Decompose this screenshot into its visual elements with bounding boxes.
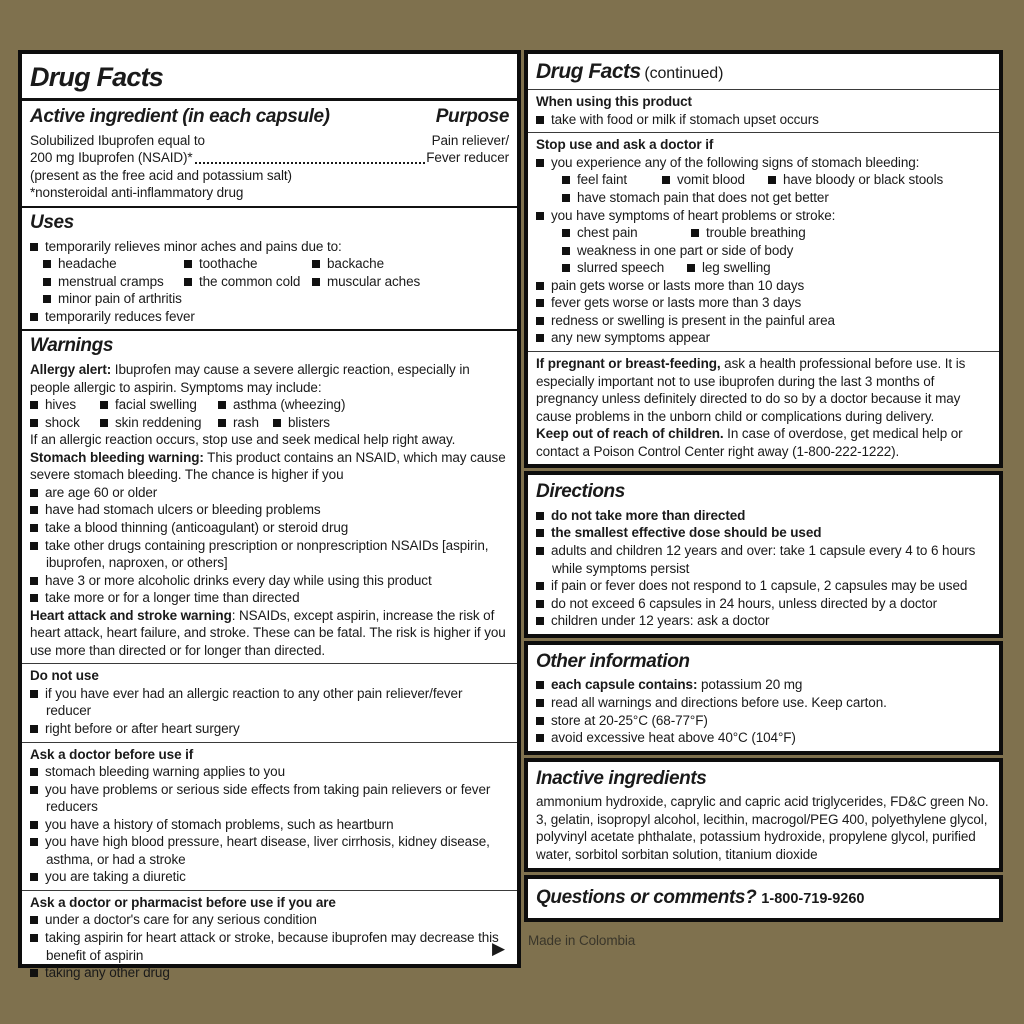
divider (22, 890, 517, 891)
divider (22, 329, 517, 331)
uses-row-3 (43, 290, 509, 308)
bullet-item: taking aspirin for heart attack or stroke, because ibuprofen may decrease this benefit of aspirin (30, 929, 509, 964)
heart-symptoms-row-1 (562, 224, 991, 242)
bullet-item: leg swelling (687, 259, 771, 277)
bullet-item: headache (43, 255, 184, 273)
divider (22, 98, 517, 101)
bullet-item: rash (218, 414, 273, 432)
other-information-panel (524, 641, 1003, 755)
directions-list (536, 542, 991, 630)
bullet-item: skin reddening (100, 414, 218, 432)
directions-panel (524, 471, 1003, 638)
bullet-item: slurred speech (562, 259, 687, 277)
pregnant-lead: If pregnant or breast-feeding, (536, 355, 721, 371)
active-ingredient-heading: Active ingredient (in each capsule) (30, 106, 330, 128)
heart-warning-lead: Heart attack and stroke warning (30, 607, 232, 623)
bullet-item: minor pain of arthritis (43, 290, 182, 308)
warnings-heading: Warnings (30, 335, 114, 357)
do-not-use-heading: Do not use (30, 668, 99, 684)
bullet-item: any new symptoms appear (536, 329, 991, 347)
bullet-item: do not take more than directed (536, 507, 991, 525)
uses-heading: Uses (30, 211, 74, 233)
heart-symptoms-row-2 (562, 259, 991, 277)
directions-heading: Directions (536, 481, 625, 503)
heart-symptoms-bullet: weakness in one part or side of body (562, 242, 991, 260)
heart-warning-paragraph (30, 607, 509, 660)
active-line-2: 200 mg Ibuprofen (NSAID)* (30, 150, 193, 166)
purpose-line-1: Pain reliever/ (431, 132, 509, 148)
bullet-item: blisters (273, 414, 330, 432)
uses-last: temporarily reduces fever (30, 308, 509, 326)
other-information-heading: Other information (536, 650, 690, 672)
bullet-item: taking any other drug (30, 964, 509, 982)
inactive-ingredients-panel (524, 758, 1003, 872)
drug-facts-column-right (524, 50, 1003, 950)
drug-facts-continued-title: Drug Facts (536, 60, 641, 83)
bullet-item: do not exceed 6 capsules in 24 hours, unless directed by a doctor (536, 595, 991, 613)
bullet-item: shock (30, 414, 100, 432)
capsule-contains-lead: each capsule contains: (551, 677, 698, 693)
bullet-item: take a blood thinning (anticoagulant) or steroid drug (30, 519, 509, 537)
bullet-item: under a doctor's care for any serious condition (30, 911, 509, 929)
made-in-label: Made in Colombia (528, 933, 636, 949)
when-using-bullet: take with food or milk if stomach upset occurs (536, 111, 991, 129)
bullet-item: vomit blood (662, 171, 768, 189)
bullet-item: asthma (wheezing) (218, 396, 345, 414)
bullet-item: menstrual cramps (43, 273, 184, 291)
bullet-item: fever gets worse or lasts more than 3 days (536, 294, 991, 312)
bullet-item: backache (312, 255, 384, 273)
ask-doctor-heading: Ask a doctor before use if (30, 746, 194, 762)
bullet-item: redness or swelling is present in the painful area (536, 312, 991, 330)
allergy-alert-lead: Allergy alert: (30, 362, 112, 378)
heart-warning-text: : NSAIDs, except aspirin, increase the risk of heart attack, heart failure, and stroke. These can be fatal. The risk is higher if you use more than directed or for longer than directed. (30, 607, 506, 658)
drug-facts-title: Drug Facts (30, 62, 164, 92)
ask-pharmacist-list (30, 911, 509, 981)
bullet-item: have 3 or more alcoholic drinks every day while using this product (30, 572, 509, 590)
directions-bold-list (536, 507, 991, 542)
bullet-item: take more or for a longer time than directed (30, 589, 509, 607)
stomach-warning-text: This product contains an NSAID, which may cause severe stomach bleeding. The chance is higher if you (30, 449, 506, 483)
allergy-end-text: If an allergic reaction occurs, stop use and seek medical help right away. (30, 432, 456, 448)
allergy-alert-text: Ibuprofen may cause a severe allergic reaction, especially in people allergic to aspirin. Symptoms may include: (30, 362, 470, 395)
stop-use-bullet-1: you experience any of the following signs of stomach bleeding: (536, 154, 991, 172)
divider (22, 663, 517, 664)
stop-use-bullet-2: you have symptoms of heart problems or stroke: (536, 207, 991, 225)
divider (528, 132, 999, 133)
bullet-item: hives (30, 396, 100, 414)
continued-suffix: (continued) (644, 65, 724, 82)
active-line-3: (present as the free acid and potassium salt) (30, 167, 292, 183)
uses-row-2 (43, 273, 509, 291)
bullet-item: the smallest effective dose should be used (536, 524, 991, 542)
bullet-item: stomach bleeding warning applies to you (30, 763, 509, 781)
allergy-alert-paragraph (30, 361, 509, 396)
bullet-item: muscular aches (312, 273, 420, 291)
active-row-1 (30, 132, 509, 150)
capsule-contains-text: potassium 20 mg (697, 677, 803, 693)
ask-pharmacist-heading: Ask a doctor or pharmacist before use if you are (30, 894, 336, 910)
bullet-item: if you have ever had an allergic reaction to any other pain reliever/fever reducer (30, 685, 509, 720)
divider (22, 206, 517, 208)
bullet-item: adults and children 12 years and over: take 1 capsule every 4 to 6 hours while symptoms persist (536, 542, 991, 577)
bullet-item: the common cold (184, 273, 312, 291)
active-line-4: *nonsteroidal anti-inflammatory drug (30, 185, 244, 201)
bullet-item: right before or after heart surgery (30, 720, 509, 738)
bullet-item: you have problems or serious side effects from taking pain relievers or fever reducers (30, 781, 509, 816)
bullet-item: pain gets worse or lasts more than 10 days (536, 277, 991, 295)
keep-out-lead: Keep out of reach of children. (536, 426, 724, 442)
bullet-item: have had stomach ulcers or bleeding problems (30, 501, 509, 519)
bullet-item: you are taking a diuretic (30, 868, 509, 886)
bullet-item: if pain or fever does not respond to 1 capsule, 2 capsules may be used (536, 577, 991, 595)
stomach-bullet-list (30, 484, 509, 607)
bullet-item: store at 20-25°C (68-77°F) (536, 712, 991, 730)
bleeding-signs-row (562, 171, 991, 189)
when-using-heading: When using this product (536, 94, 692, 110)
symptoms-row-2 (30, 414, 509, 432)
uses-intro: temporarily relieves minor aches and pains due to: (30, 238, 509, 256)
continued-title-row (536, 58, 991, 85)
other-information-list (536, 694, 991, 747)
bullet-item: are age 60 or older (30, 484, 509, 502)
stomach-warning-paragraph (30, 449, 509, 484)
do-not-use-list (30, 685, 509, 738)
purpose-line-2: Fever reducer (426, 150, 509, 166)
pregnant-text: ask a health professional before use. It is especially important not to use ibuprofen during the last 3 months of pregnancy unless definitely directed to do so by a doctor because it may cause problems in the unborn child or complications during delivery. (536, 355, 966, 424)
drug-facts-continued-panel (524, 50, 1003, 468)
ask-doctor-list (30, 763, 509, 886)
active-row-2 (30, 149, 509, 167)
bullet-item: children under 12 years: ask a doctor (536, 612, 991, 630)
continue-arrow-icon: ▶ (492, 939, 505, 958)
bullet-item: avoid excessive heat above 40°C (104°F) (536, 729, 991, 747)
stop-use-heading: Stop use and ask a doctor if (536, 137, 714, 153)
bullet-item: facial swelling (100, 396, 218, 414)
active-line-1: Solubilized Ibuprofen equal to (30, 132, 205, 148)
uses-row-1 (43, 255, 509, 273)
divider (528, 89, 999, 90)
bullet-item: feel faint (562, 171, 662, 189)
dot-leader (195, 162, 426, 164)
keep-out-text: In case of overdose, get medical help or contact a Poison Control Center right away (1-800-222-1222). (536, 426, 963, 459)
divider (22, 742, 517, 743)
active-ingredient-header (30, 104, 509, 132)
pregnant-paragraph (536, 355, 991, 425)
bullet-item: you have high blood pressure, heart disease, liver cirrhosis, kidney disease, asthma, or had a stroke (30, 833, 509, 868)
purpose-heading: Purpose (435, 106, 509, 128)
bullet-item: you have a history of stomach problems, such as heartburn (30, 816, 509, 834)
bullet-item: read all warnings and directions before use. Keep carton. (536, 694, 991, 712)
capsule-contains-bullet (536, 676, 991, 694)
bleeding-signs-bullet: have stomach pain that does not get better (562, 189, 991, 207)
bullet-item: toothache (184, 255, 312, 273)
symptoms-row-1 (30, 396, 509, 414)
questions-panel (524, 875, 1003, 923)
bullet-item: take other drugs containing prescription or nonprescription NSAIDs [aspirin, ibuprofen, naproxen, or others] (30, 537, 509, 572)
inactive-ingredients-heading: Inactive ingredients (536, 767, 707, 789)
divider (528, 351, 999, 352)
questions-heading: Questions or comments? (536, 886, 757, 908)
keep-out-paragraph (536, 425, 991, 460)
questions-phone-number: 1-800-719-9260 (761, 890, 865, 907)
bullet-item: have bloody or black stools (768, 171, 943, 189)
stop-use-tail-list (536, 277, 991, 347)
bullet-item: trouble breathing (691, 224, 806, 242)
drug-facts-panel-left (18, 50, 521, 981)
stomach-warning-lead: Stomach bleeding warning: (30, 449, 204, 465)
inactive-ingredients-text: ammonium hydroxide, caprylic and capric acid triglycerides, FD&C green No. 3, gelatin, isopropyl alcohol, lecithin, macrogol/PEG 400, polyethylene glycol, polyvinyl acetate phthalate, potassium hydroxide, propylene glycol, purified water, sorbitol sorbitan solution, titanium dioxide (536, 794, 989, 862)
bullet-item: chest pain (562, 224, 691, 242)
